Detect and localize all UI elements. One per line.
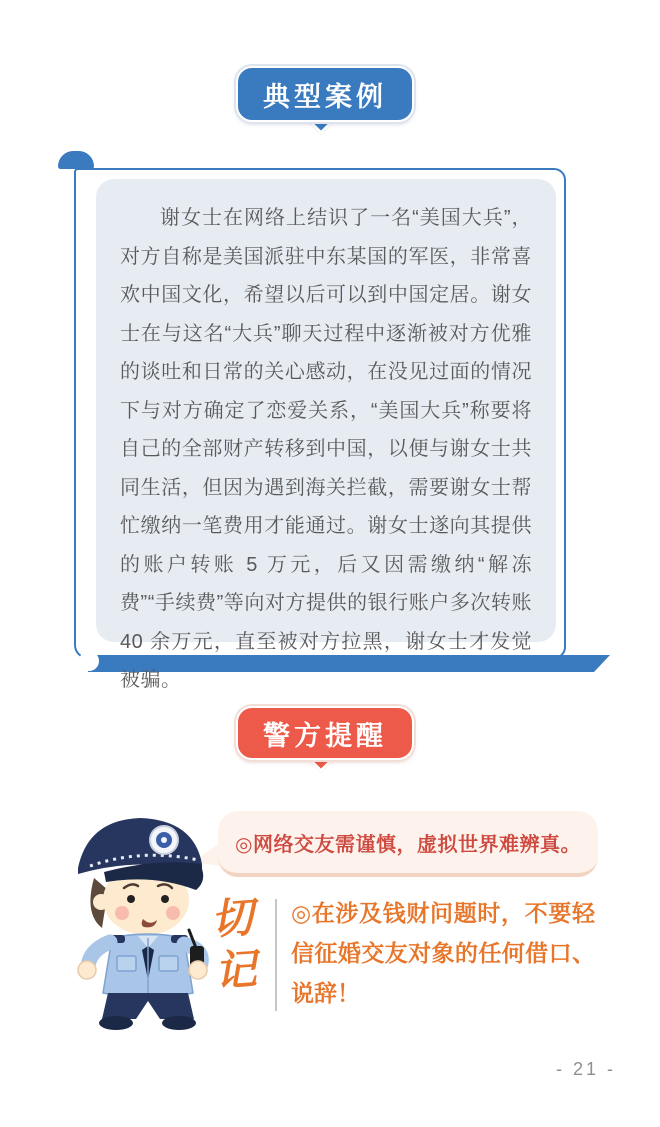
remember-calligraphy-label: 切记 [203,894,257,1002]
reminder-section-badge [236,706,414,760]
scroll-curl-decoration [58,151,94,169]
scroll-notch-decoration [79,651,99,671]
warning-text: ◎在涉及钱财问题时，不要轻信征婚交友对象的任何借口、说辞！ [291,900,595,1006]
case-body-text: 谢女士在网络上结识了一名“美国大兵”，对方自称是美国派驻中东某国的军医，非常喜欢中国文化，希望以后可以到中国定居。谢女士在与这名“大兵”聊天过程中逐渐被对方优雅的谈吐和日常的关心感动，在没见过面的情况下与对方确定了恋爱关系，“美国大兵”称要将自己的全部财产转移到中国，以便与谢女士共同生活，但因为遇到海关拦截，需要谢女士帮忙缴纳一笔费用才能通过。谢女士遂向其提供的账户转账 5 万元，后又因需缴纳“解冻费”“手续费”等向对方提供的银行账户多次转账 40 余万元，直至被对方拉黑，谢女士才发觉被骗。 [120,207,532,691]
speech-bubble [218,811,598,877]
case-section-badge [236,66,414,122]
remember-divider [275,899,277,1011]
case-panel [96,179,556,691]
page-number: - 21 - [555,1059,616,1079]
case-badge-label: 典型案例 [263,81,387,112]
reminder-badge-label: 警方提醒 [263,720,387,751]
speech-bubble-text: ◎网络交友需谨慎，虚拟世界难辨真。 [235,833,581,856]
